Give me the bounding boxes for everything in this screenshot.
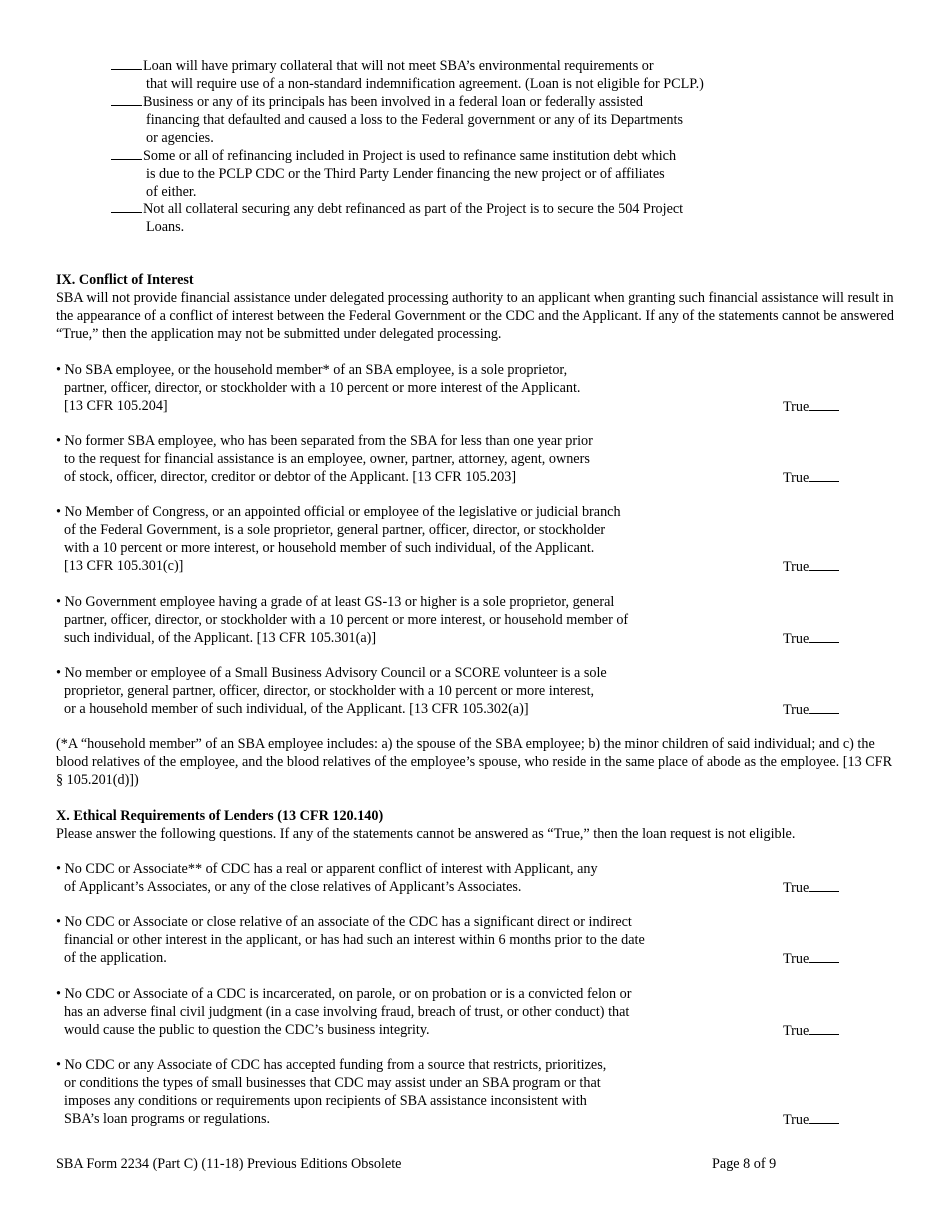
true-answer[interactable]: True bbox=[783, 878, 839, 897]
ineligibility-item: Not all collateral securing any debt refinanced as part of the Project is to secure the 504 Project Loans. bbox=[111, 199, 683, 236]
checkbox-blank[interactable] bbox=[111, 92, 142, 106]
section-x-heading: X. Ethical Requirements of Lenders (13 CFR 120.140) bbox=[56, 808, 384, 824]
true-answer[interactable]: True bbox=[783, 557, 839, 576]
statement: • No Government employee having a grade of at least GS-13 or higher is a sole proprietor, general partner, officer, director, or stockholder with a 10 percent or more interest, or household member of such individual, of the Applicant. [13 CFR 105.301(a)] bbox=[56, 594, 629, 646]
statement: • No SBA employee, or the household member* of an SBA employee, is a sole proprietor, partner, officer, director, or stockholder with a 10 percent or more interest of the Applicant. [13 CFR 105.204] bbox=[56, 362, 581, 414]
statement: • No member or employee of a Small Business Advisory Council or a SCORE volunteer is a sole proprietor, general partner, officer, director, or stockholder with a 10 percent or more interest, or a household member of such individual, of the Applicant. [13 CFR 105.302(a)] bbox=[56, 665, 607, 717]
checkbox-blank[interactable] bbox=[111, 146, 142, 160]
true-answer[interactable]: True bbox=[783, 1110, 839, 1129]
true-answer[interactable]: True bbox=[783, 397, 839, 416]
checkbox-blank[interactable] bbox=[111, 199, 142, 213]
true-answer[interactable]: True bbox=[783, 949, 839, 968]
statement: • No Member of Congress, or an appointed official or employee of the legislative or judicial branch of the Federal Government, is a sole proprietor, general partner, officer, director, or stockholder with a 10 percent or more interest, or household member of such individual, of the Applicant. [13 CFR 105.301(c)] bbox=[56, 504, 621, 574]
household-member-footnote: (*A “household member” of an SBA employee includes: a) the spouse of the SBA employee; b) the minor children of said individual; and c) the blood relatives of the employee, and the blood relatives of the employee’s spouse, who reside in the same place of abode as the employee. [13 CFR § 105.201(d)]) bbox=[56, 736, 893, 788]
true-answer[interactable]: True bbox=[783, 1021, 839, 1040]
page-number: Page 8 of 9 bbox=[712, 1156, 777, 1172]
section-ix-heading: IX. Conflict of Interest bbox=[56, 272, 194, 288]
ineligibility-item: Loan will have primary collateral that will not meet SBA’s environmental requirements or that will require use of a non-standard indemnification agreement. (Loan is not eligible for PCLP.) bbox=[111, 56, 704, 93]
statement: • No former SBA employee, who has been separated from the SBA for less than one year prior to the request for financial assistance is an employee, owner, partner, attorney, agent, owners of stock, officer, director, creditor or debtor of the Applicant. [13 CFR 105.203] bbox=[56, 433, 593, 485]
true-answer[interactable]: True bbox=[783, 468, 839, 487]
statement: • No CDC or Associate or close relative of an associate of the CDC has a significant direct or indirect financial or other interest in the applicant, or has had such an interest within 6 months prior to the date of the application. bbox=[56, 914, 645, 966]
ineligibility-item: Business or any of its principals has been involved in a federal loan or federally assisted financing that defaulted and caused a loss to the Federal government or any of its Departments or agencies. bbox=[111, 92, 683, 147]
section-x-intro: Please answer the following questions. If any of the statements cannot be answered as “True,” then the loan request is not eligible. bbox=[56, 826, 796, 842]
statement: • No CDC or any Associate of CDC has accepted funding from a source that restricts, prioritizes, or conditions the types of small businesses that CDC may assist under an SBA program or that imposes any conditions or requirements upon recipients of SBA assistance inconsistent with SBA’s loan programs or regulations. bbox=[56, 1057, 607, 1127]
section-ix-intro: SBA will not provide financial assistance under delegated processing authority to an applicant when granting such financial assistance will result in the appearance of a conflict of interest between the Federal Government or the CDC and the Applicant. If any of the statements cannot be answered “True,” then the application may not be submitted under delegated processing. bbox=[56, 290, 894, 342]
true-answer[interactable]: True bbox=[783, 700, 839, 719]
true-answer[interactable]: True bbox=[783, 629, 839, 648]
statement: • No CDC or Associate** of CDC has a real or apparent conflict of interest with Applicant, any of Applicant’s Associates, or any of the close relatives of Applicant’s Associates. bbox=[56, 861, 598, 895]
ineligibility-item: Some or all of refinancing included in Project is used to refinance same institution debt which is due to the PCLP CDC or the Third Party Lender financing the new project or of affiliates of either. bbox=[111, 146, 676, 201]
checkbox-blank[interactable] bbox=[111, 56, 142, 70]
statement: • No CDC or Associate of a CDC is incarcerated, on parole, or on probation or is a convicted felon or has an adverse final civil judgment (in a case involving fraud, breach of trust, or other conduct) that would cause the public to question the CDC’s business integrity. bbox=[56, 986, 632, 1038]
form-identifier: SBA Form 2234 (Part C) (11-18) Previous Editions Obsolete bbox=[56, 1156, 402, 1172]
